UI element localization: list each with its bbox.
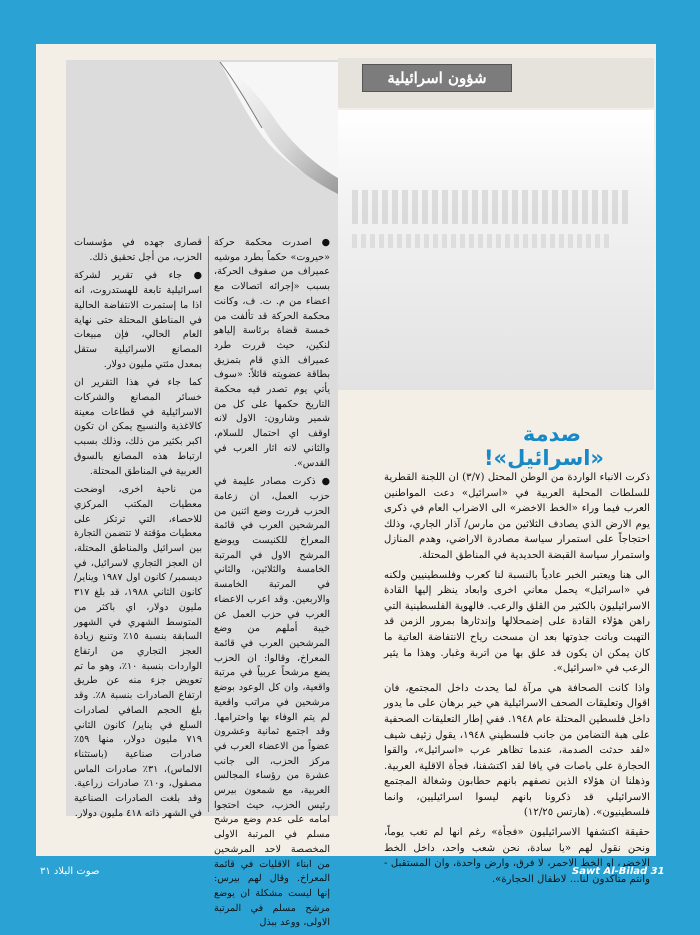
footer-page-number-latin: Sawt Al-Bilad 31: [572, 866, 665, 877]
sidebar-column-2: [74, 236, 202, 825]
article-paragraph-3: واذا كانت الصحافة هي مرآة لما يحدث داخل المجتمع، فان اقوال وتعليقات الصحف الاسرائيلية هي خير برهان على ما يدور داخل فلسطين المحتلة عام ١٩٤٨. ففي إطار التعليقات الصحفية على هبة التضامن من جانب فلسطيني ١٩٤٨، يقول زئيف شيف «لقد حدثت الصدمة، عندما تظاهر عرب «اسرائيل»، والقوا الحجارة على باصات في يافا لقد اكتشفنا، فجأة الاقلية العربية. وذهلنا ان هؤلاء الذين نصفهم بانهم حطابون وشغالة المجتمع الاسرائيلي قد ذكرونا بانهم ليسوا اسرائيليين، وانما فلسطينيون». (هارتس ١٢/٢٥): [384, 682, 650, 819]
faded-photo-text: [352, 190, 632, 224]
article-paragraph-1: ذكرت الانباء الواردة من الوطن المحتل (٣/٧) ان اللجنة القطرية للسلطات المحلية العربية في «اسرائيل» دعت المواطنين العرب فيما وراء «الخط الاخضر» الى الاضراب العام في ذكرى يوم الارض الذي يصادف الثلاثين من مارس/ آذار الجاري، وذلك احتجاجاً على استمرار سياسة مصادرة الاراضي، وهدم المنازل واستمرار سياسة القبضة الحديدية في المناطق المحتلة.: [384, 472, 650, 561]
main-article-column: [384, 470, 650, 891]
footer-page-number-arabic: صوت البلاد ٣١: [40, 866, 100, 877]
news-item-labor-party: ● ذكرت مصادر عليمة في حزب العمل، ان زعامة الحزب قررت وضع اثنين من المرشحين العرب في قائمة المعراخ للكنيست ويوضع المرشح الاول في المرتبة الخامسة والثلاثين، والثاني في المرتبة الخامسة والاربعين. وقد اعرب الاعضاء العرب في حزب العمل عن خيبة أملهم من وضع المرشحين العرب في قائمة المعراخ، وقالوا: ان الحزب يضع مرشحاً عربياً في مرتبة واقعية، وان كل الوعود بوضع مرشحين في مراتب واقعية لم يتم الوفاء بها واحترامها. وقد اجتمع ثمانية وعشرون عضواً من الاعضاء العرب في مركز الحزب، الى جانب عشرة من رؤساء المجالس العربية، مع شمعون بيرس رئيس الحزب، حيث احتجوا امامه على عدم وضع مرشح مسلم في المرتبة الاولى المخصصة لاحد المرشحين من ابناء الاقليات في قائمة المعراخ. وقال لهم بيرس: إنها ليست مشكلة ان يوضع مرشح مسلم في المرتبة الاولى، ووعد ببذل: [214, 476, 330, 929]
column-divider: [208, 236, 209, 812]
article-paragraph-2: الى هنا ويعتبر الخبر عادياً بالنسبة لنا كعرب وفلسطينيين ولكنه في «اسرائيل» يحمل معاني اخرى وابعاد ينظر إليها القادة الاسرائيليون بالكثير من القلق والرعب. فالهوية الفلسطينية التي راهن هؤلاء القادة على إضمحلالها وإندثارها بمرور الزمن قد التهبت وباتت جذوتها بعد ان مسحت رياح الانتفاضة العاتية ما كان يمكن ان يكون قد علق بها من اتربة وغبار. وهذا ما يثير الرعب في «اسرائيل».: [384, 569, 650, 675]
faded-photo: [338, 110, 654, 390]
section-label: شؤون اسرائيلية: [362, 64, 512, 92]
news-item-histadrut-report: ● جاء في تقرير لشركة اسرائيلية تابعة للهستدروت، انه اذا ما إستمرت الانتفاضة الحالية في المناطق المحتلة حتى نهاية العام الحالي، فإن مبيعات المصانع الاسرائيلية ستقل بمعدل مئتي مليون دولار.: [74, 270, 202, 370]
article-headline: صدمة «اسرائيل»!: [483, 422, 604, 470]
news-item-losses: كما جاء في هذا التقرير ان خسائر المصانع والشركات الاسرائيلية في قطاعات معينة كالاغذية والنسيج يمكن ان تكون اكبر بكثير من ذلك، وذلك بسبب ارتباط هذه المصانع بالسوق العربية في المناطق المحتلة.: [74, 377, 202, 477]
news-item-continuation: قصارى جهده في مؤسسات الحزب، من أجل تحقيق ذلك.: [74, 237, 202, 263]
sidebar-column-1: [214, 236, 330, 935]
page-curl-graphic: [218, 60, 340, 196]
news-item-trade-deficit: من ناحية اخرى، اوضحت معطيات المكتب المركزي للاحصاء، التي ترتكز على معطيات مؤقتة لا تتضمن التجارة بين اسرائيل والمناطق المحتلة، ان العجز التجاري لاسرائيل، في ديسمبر/ كانون اول ١٩٨٧ ويناير/ كانون الثاني ١٩٨٨، قد بلغ ٣١٧ مليون دولار، اي باكثر من المتوسط الشهري في الشهور السابقة بنسبة ١٥٪ وتنبع زيادة العجز التجاري من ارتفاع الواردات بنسبة ١٠٪، وهو ما تم تعويض جزء منه عن طريق ارتفاع الصادرات بنسبة ٨٪. وقد بلغ الحجم الصافي لصادرات السلع في يناير/ كانون الثاني ٧١٩ مليون دولار، منها ٥٩٪ صادرات صناعية (باستثناء الالماس)، ٣١٪ صادرات الماس مصقول، و١٠٪ صادرات زراعية. وقد بلغت الصادرات الصناعية في الشهر ذاته ٤١٨ مليون دولار.: [74, 484, 202, 819]
news-item-heirut: ● اصدرت محكمة حركة «حيروت» حكماً بطرد موشيه عميراف من صفوف الحركة، بسبب «إجرائه اتصالات مع اعضاء من م. ت. ف، وكانت محكمة الحركة قد تألفت من خمسة قضاة برئاسة إلياهو لنكين، حيث قررت طرد عميراف الذي قام بتمزيق بطاقة عضويته قائلاً: «سوف يأتي يوم تصدر فيه محكمة التاريخ حكمها على كل من شمير وشارون: الاول لانه اوقف اي احتمال للسلام، والثاني لانه اثار العرب في القدس».: [214, 237, 330, 469]
faded-photo-text-2: [352, 234, 612, 248]
article-paragraph-4: حقيقة اكتشفها الاسرائيليون «فجأة» رغم انها لم تغب يوماً، ونحن نقول لهم «يا سادة، نحن شعب واحد، داخل الخط الاخضر، او الخط الاحمر، لا فرق، وارض واحدة، وان المستقبل - وانتم متاكدون لنا... لاطفال الحجارة».: [384, 827, 650, 885]
